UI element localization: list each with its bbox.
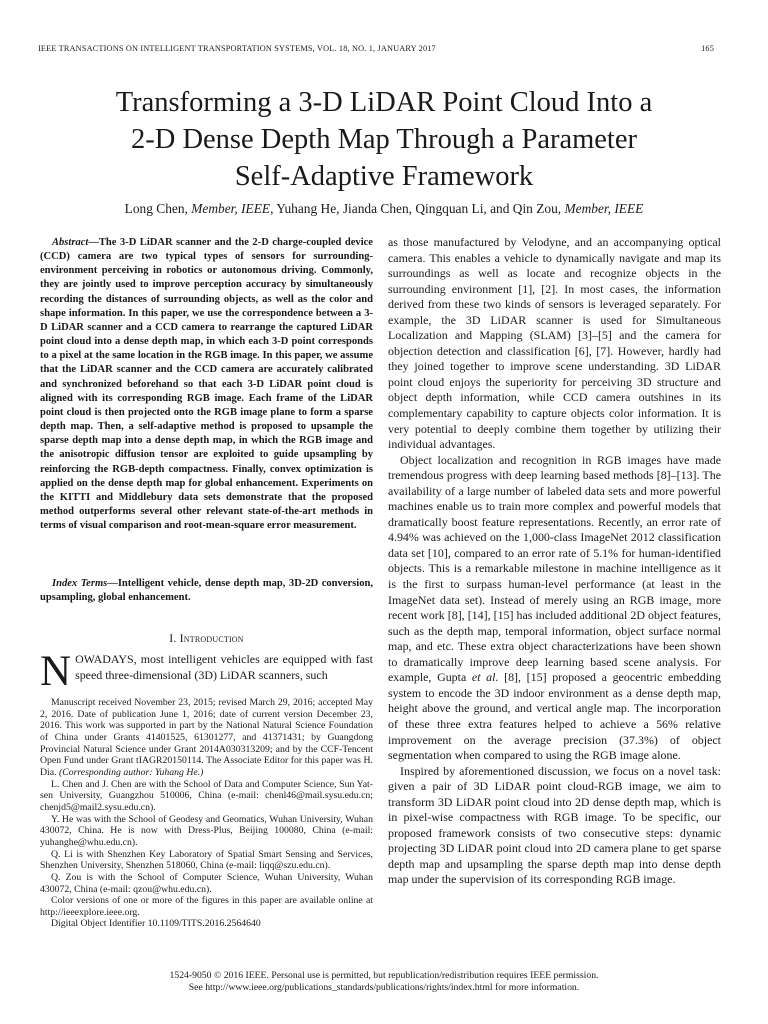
copyright-footer <box>40 970 728 994</box>
introduction-paragraph <box>40 648 373 695</box>
index-terms-text: Intelligent vehicle, dense depth map, 3D-2D conversion, upsampling, global enhancement. <box>40 578 373 604</box>
index-terms <box>40 577 373 605</box>
paper-title <box>40 84 728 195</box>
title-line-2: 2-D Dense Depth Map Through a Parameter <box>131 124 637 155</box>
index-terms-dash: — <box>107 578 118 589</box>
title-line-1: Transforming a 3-D LiDAR Point Cloud Into a <box>115 87 653 118</box>
body-italic: et al. <box>471 670 499 685</box>
footnote-doi: Digital Object Identifier 10.1109/TITS.2016.2564640 <box>51 918 261 930</box>
footnotes <box>40 697 373 930</box>
body-paragraph: Inspired by aforementioned discussion, we focus on a novel task: given a pair of 3D LiDAR point cloud-RGB image, we aim to transform 3D LiDAR point cloud into 2D dense depth map, which is in pixel-wise compactness with RGB image. To be specific, our proposed framework consists of two consecutive steps: dynamic projecting 3D LiDAR point cloud into 2D camera plane to get sparse depth map and upsampling the sparse depth map into dense depth map under the supervision of its corresponding RGB image. <box>388 763 721 887</box>
footnote-color-versions: Color versions of one or more of the figures in this paper are available online at http://ieeexplore.ieee.org. <box>40 895 373 918</box>
section-number: I. <box>169 631 177 645</box>
footnote-affiliation: Y. He was with the School of Geodesy and Geomatics, Wuhan University, Wuhan 430072, China. He is now with Dress-Plus, Beijing 100080, China (e-mail: yuhanghe@whu.edu.cn). <box>40 813 373 848</box>
author-list <box>40 201 728 217</box>
abstract-dash: — <box>88 237 99 248</box>
copyright-line: 1524-9050 © 2016 IEEE. Personal use is permitted, but republication/redistribution requires IEEE permission. <box>169 970 599 981</box>
author-1-role: Member, IEEE <box>191 201 271 216</box>
section-heading-introduction <box>40 631 373 646</box>
author-5-role: Member, IEEE <box>564 201 644 216</box>
drop-cap: N <box>40 648 72 695</box>
intro-smallcaps: OWADAYS <box>75 652 134 666</box>
title-line-3: Self-Adaptive Framework <box>234 161 534 192</box>
rights-link-line: See http://www.ieee.org/publications_standards/publications/rights/index.html for more information. <box>188 982 580 993</box>
body-paragraph: as those manufactured by Velodyne, and an accompanying optical camera. This enables a vehicle to dynamically navigate and map its surroundings as well as locate and recognize objects in the surrounding environment [1], [2]. In most cases, the information derived from these two kinds of sensors is leveraged separately. For example, the 3D LiDAR scanner is used for Simultaneous Localization and Mapping (SLAM) [3]–[5] and the camera for objection detection and classification [6], [7]. However, hardly had they joined together to improve scene understanding. 3D LiDAR point cloud enjoys the superiority for perceiving 3D structure and object depth information, while CCD camera outshines in its complementary capability to capture objects color information. It is very potential to deeply combine them together by utilizing their individual advantages. <box>388 235 721 452</box>
author-1: Long Chen, <box>124 201 192 216</box>
page-number: 165 <box>701 44 714 53</box>
authors-rest: , Yuhang He, Jianda Chen, Qingquan Li, and Qin Zou, <box>270 201 565 216</box>
abstract-text: The 3-D LiDAR scanner and the 2-D charge-coupled device (CCD) camera are two typical types of sensors for surrounding-environment perceiving in robotics or autonomous driving. Commonly, they are jointly used to improve perception accuracy by simultaneously recording the distances of surrounding objects, as well as the color and shape information. In this paper, we use the correspondence between a 3-D LiDAR scanner and a CCD camera to rearrange the captured LiDAR point cloud into a dense depth map, in which each 3-D point corresponds to a pixel at the same location in the RGB image. In this paper, we assume that the LiDAR scanner and the CCD camera are accurately calibrated and synchronized beforehand so that each 3-D LiDAR point cloud is aligned with its corresponding RGB image. Each frame of the LiDAR point cloud is then projected onto the RGB image plane to form a sparse depth map. Then, a self-adaptive method is proposed to upsample the sparse depth map into a dense depth map, in which the RGB image and the anisotropic diffusion tensor are exploited to guide upsampling by reinforcing the RGB-depth compactness. Finally, convex optimization is applied on the dense depth map for global enhancement. Experiments on the KITTI and Middlebury data sets demonstrate that the proposed method outperforms several other relevant state-of-the-art methods in terms of visual comparison and root-mean-square error measurement. <box>40 237 373 532</box>
intro-text: , most intelligent vehicles are equipped with fast speed three-dimensional (3D) LiDAR scanners, such <box>75 652 373 682</box>
section-title: Introduction <box>179 631 244 645</box>
footnote-affiliation: Q. Zou is with the School of Computer Science, Wuhan University, Wuhan 430072, China (e-mail: qzou@whu.edu.cn). <box>40 871 373 895</box>
corresponding-author-note: (Corresponding author: Yuhang He.) <box>58 766 204 778</box>
footnote-manuscript-text: Manuscript received November 23, 2015; revised March 29, 2016; accepted May 2, 2016. Date of publication June 1, 2016; date of current version December 23, 2016. This work was supported in part by the National Natural Science Foundation of China under Grants 41401525, 61301277, and 41371431; by Guangdong Provincial Natural Science under Grant 2014A030313209; and by the CCF-Tencent Open Fund under Grant tIAGR20150114. The Associate Editor for this paper was H. Dia. <box>40 697 373 778</box>
footnote-affiliation: Q. Li is with Shenzhen Key Laboratory of Spatial Smart Sensing and Services, Shenzhen University, Shenzhen 518060, China (e-mail: liqq@szu.edu.cn). <box>40 848 373 872</box>
journal-name: IEEE TRANSACTIONS ON INTELLIGENT TRANSPORTATION SYSTEMS, VOL. 18, NO. 1, JANUARY 2017 <box>38 44 436 53</box>
body-paragraph <box>388 453 721 764</box>
running-head <box>38 44 714 53</box>
footnote-manuscript <box>40 697 373 779</box>
body-text: Object localization and recognition in RGB images have made tremendous progress with deep learning based methods [8]–[13]. The availability of a large number of labeled data sets and more powerful machines enable us to train more complex and powerful models that dramatically boost feature representations. Recently, an error rate of 4.94% was achieved on the 1,000-class ImageNet 2012 classification data set [10], compared to an error rate of 5.1% for human-identified objects. This is a remarkable milestone in machine intelligence as it is the first to surpass human-level performance (at least in the ImageNet data set). Instead of merely using an RGB image, more recent work [8], [14], [15] has included additional 2D object features, such as the depth map, temporal information, object surface normal map, and etc. These extra object characterizations have been shown to dramatically improve deep learning based scene analysis. For example, Gupta <box>388 452 721 685</box>
footnote-affiliation: L. Chen and J. Chen are with the School of Data and Computer Science, Sun Yat-sen University, Guangzhou 510006, China (e-mail: chenl46@mail.sysu.edu.cn; chenjd5@mail2.sysu.edu.cn). <box>40 778 373 813</box>
abstract-label: Abstract <box>52 237 89 248</box>
abstract <box>40 236 373 533</box>
body-right-column <box>388 235 721 888</box>
body-text: [8], [15] proposed a geocentric embedding system to encode the 3D indoor environment as a dense depth map, height above the ground, and vertical angle map. The incorporation of these three extra features helped to achieve a 56% relative improvement on the average precision (37.3%) of object segmentation when compared to using the RGB image alone. <box>388 670 721 763</box>
index-terms-label: Index Terms <box>52 578 108 589</box>
